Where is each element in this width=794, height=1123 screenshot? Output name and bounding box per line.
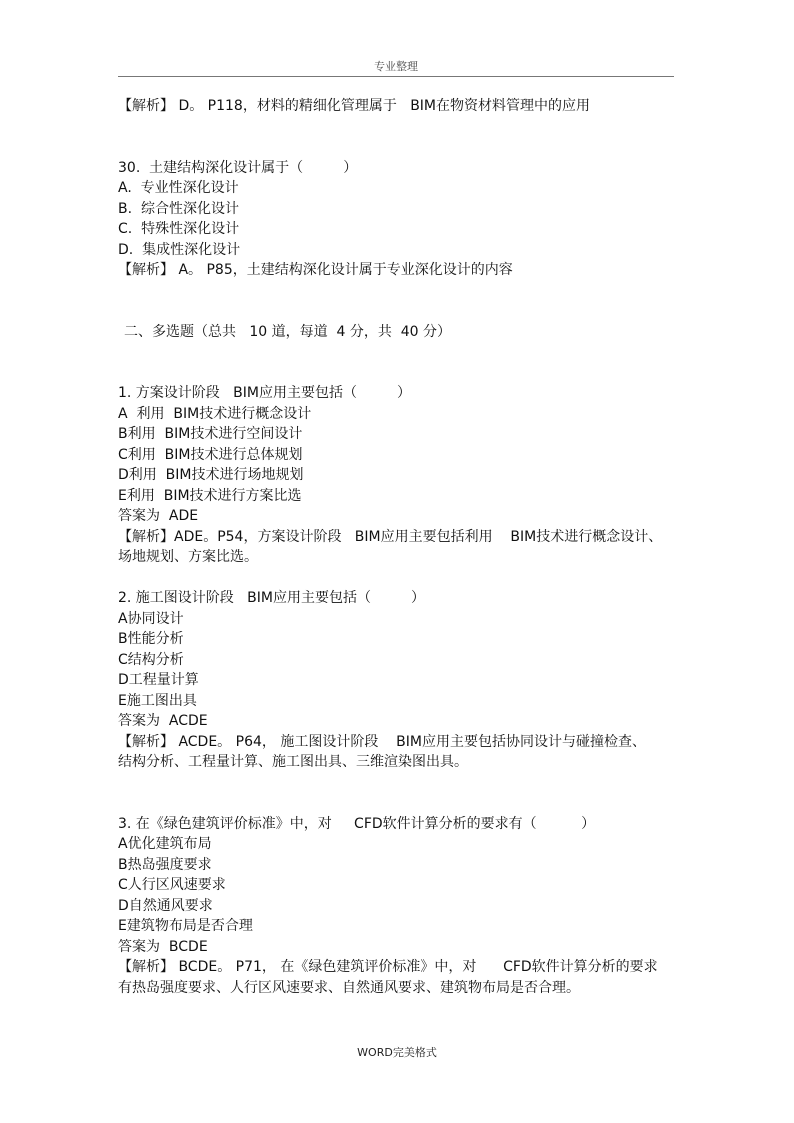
option: B利用 BIM技术进行空间设计 xyxy=(118,426,303,442)
analysis: 【解析】 A。 P85，土建结构深化设计属于专业深化设计的内容 xyxy=(118,262,513,278)
option: C人行区风速要求 xyxy=(118,877,226,893)
option: E建筑物布局是否合理 xyxy=(118,918,253,934)
answer: 答案为 ACDE xyxy=(118,713,208,729)
analysis: 【解析】ADE。P54，方案设计阶段 BIM应用主要包括利用 BIM技术进行概念设计、 xyxy=(118,528,663,545)
question-text: 2. 施工图设计阶段 BIM应用主要包括（ ） xyxy=(118,590,426,606)
option: D利用 BIM技术进行场地规划 xyxy=(118,467,304,483)
option: A优化建筑布局 xyxy=(118,836,212,852)
option: C结构分析 xyxy=(118,651,184,668)
option: B热岛强度要求 xyxy=(118,856,212,873)
analysis: 【解析】 BCDE。 P71， 在《绿色建筑评价标准》中，对 CFD软件计算分析的要求 xyxy=(118,959,658,975)
option: D自然通风要求 xyxy=(118,897,213,914)
question-text: 30. 土建结构深化设计属于（ ） xyxy=(118,159,358,176)
option: E施工图出具 xyxy=(118,692,197,709)
option: C. 特殊性深化设计 xyxy=(118,221,240,237)
option: D工程量计算 xyxy=(118,672,199,688)
question-text: 1. 方案设计阶段 BIM应用主要包括（ ） xyxy=(118,385,412,401)
option: E利用 BIM技术进行方案比选 xyxy=(118,487,302,504)
document-body xyxy=(118,96,678,998)
option: B性能分析 xyxy=(118,631,184,647)
option: A 利用 BIM技术进行概念设计 xyxy=(118,405,312,422)
multi-question-2 xyxy=(118,588,678,773)
answer: 答案为 BCDE xyxy=(118,938,208,955)
option: C利用 BIM技术进行总体规划 xyxy=(118,446,303,463)
analysis: 【解析】 ACDE。 P64， 施工图设计阶段 BIM应用主要包括协同设计与碰撞检查、 xyxy=(118,733,646,750)
option: B. 综合性深化设计 xyxy=(118,200,239,217)
option: D. 集成性深化设计 xyxy=(118,241,241,258)
analysis-continued: 有热岛强度要求、人行区风速要求、自然通风要求、建筑物布局是否合理。 xyxy=(118,979,580,996)
question-text: 3. 在《绿色建筑评价标准》中，对 CFD软件计算分析的要求有（ ） xyxy=(118,815,596,832)
analysis-continued: 场地规划、方案比选。 xyxy=(118,549,258,565)
analysis-continued: 结构分析、工程量计算、施工图出具、三维渲染图出具。 xyxy=(118,754,468,770)
multi-question-1 xyxy=(118,383,678,568)
option: A协同设计 xyxy=(118,610,184,627)
section-title: 二、多选题（总共 10 道，每道 4 分，共 40 分） xyxy=(124,323,452,340)
page-header: 专业整理 xyxy=(374,60,418,73)
question-30 xyxy=(118,158,678,281)
option: A. 专业性深化设计 xyxy=(118,180,239,196)
answer: 答案为 ADE xyxy=(118,508,199,524)
header-rule xyxy=(118,76,674,77)
previous-analysis: 【解析】 D。 P118，材料的精细化管理属于 BIM在物资材料管理中的应用 xyxy=(118,98,591,114)
multi-question-3 xyxy=(118,814,678,999)
page-footer: WORD完美格式 xyxy=(357,1046,437,1059)
